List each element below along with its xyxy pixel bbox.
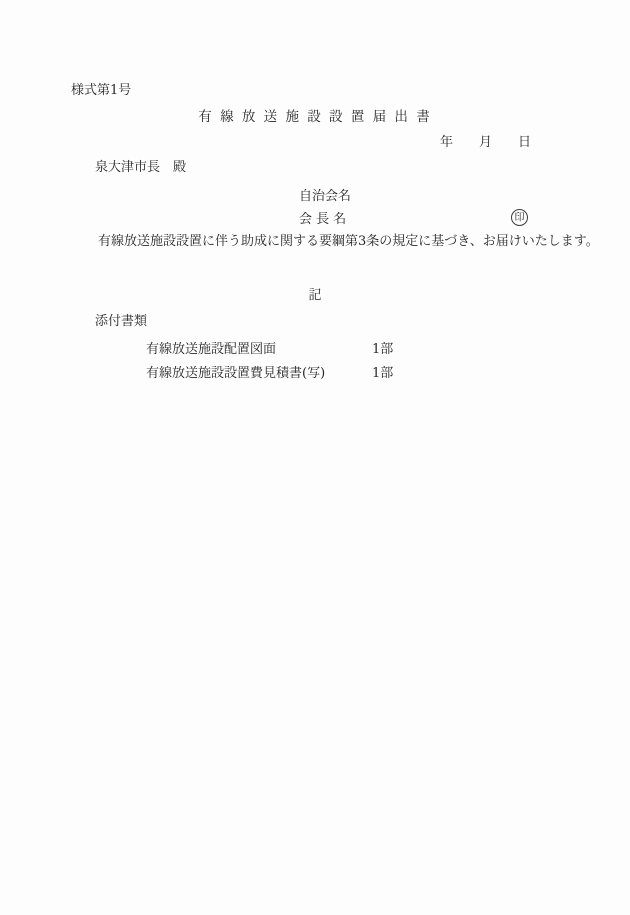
addressee-line: 泉大津市長 殿 (95, 160, 187, 175)
body-text: 有線放送施設設置に伴う助成に関する要綱第3条の規定に基づき、お届けいたします。 (98, 234, 599, 249)
seal-icon (511, 209, 528, 226)
attachment-name: 有線放送施設配置図面 (146, 342, 277, 357)
date-line: 年 月 日 (440, 135, 532, 150)
chairman-name-label: 会 長 名 (299, 212, 347, 227)
attachments-heading: 添付書類 (95, 314, 148, 329)
record-heading: 記 (308, 288, 322, 303)
attachment-count: 1部 (372, 366, 394, 381)
attachment-row (146, 342, 393, 358)
attachment-name: 有線放送施設設置費見積書(写) (146, 366, 326, 381)
seal-character: 印 (514, 212, 525, 223)
attachment-row (146, 366, 393, 382)
association-name-label: 自治会名 (299, 189, 352, 204)
document-title: 有 線 放 送 施 設 設 置 届 出 書 (198, 109, 432, 125)
form-number: 様式第1号 (71, 83, 132, 98)
attachment-count: 1部 (372, 342, 394, 357)
